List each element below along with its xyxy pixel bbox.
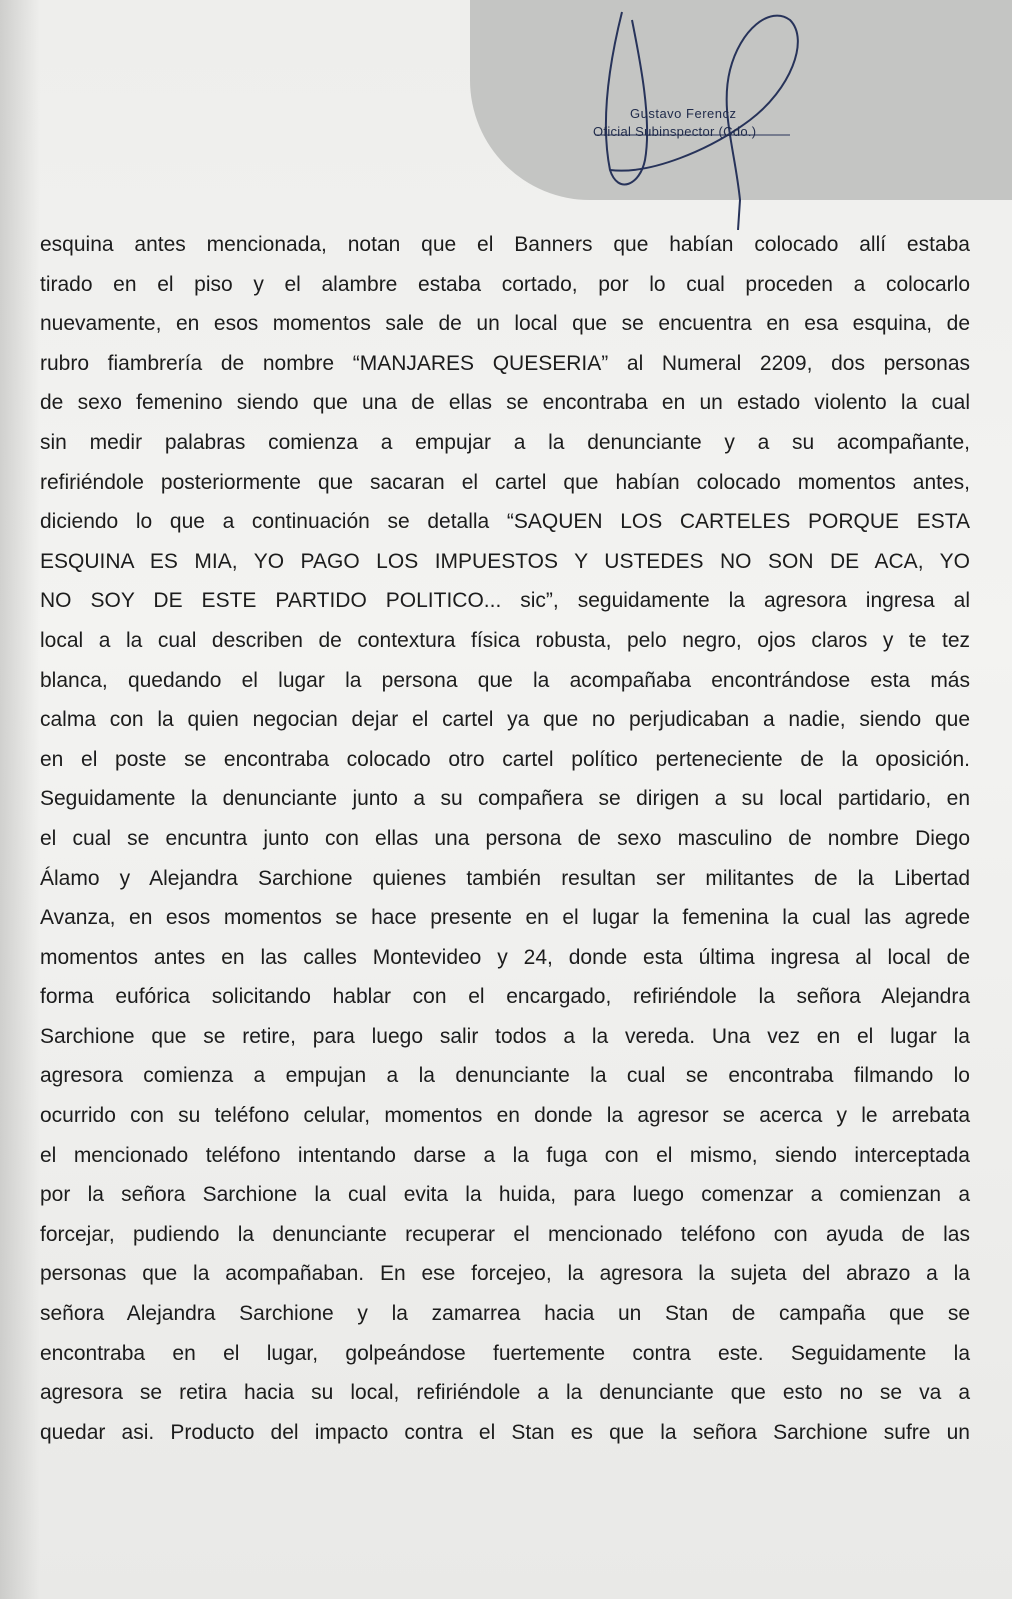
body-line: Seguidamente la denunciante junto a su compañera se dirigen a su local partidario, en [40,787,970,811]
body-line: señora Alejandra Sarchione y la zamarrea hacia un Stan de campaña que se [40,1302,970,1326]
body-line: el mencionado teléfono intentando darse a la fuga con el mismo, siendo interceptada [40,1143,970,1167]
body-line: ocurrido con su teléfono celular, momentos en donde la agresor se acerca y le arrebata [40,1104,970,1128]
body-line: agresora se retira hacia su local, refiriéndole a la denunciante que esto no se va a [40,1381,970,1405]
body-line: forcejar, pudiendo la denunciante recuperar el mencionado teléfono con ayuda de las [40,1222,970,1246]
body-line: ESQUINA ES MIA, YO PAGO LOS IMPUESTOS Y USTEDES NO SON DE ACA, YO [40,549,970,573]
body-line: refiriéndole posteriormente que sacaran el cartel que habían colocado momentos antes, [40,470,970,494]
body-line: de sexo femenino siendo que una de ellas se encontraba en un estado violento la cual [40,391,970,415]
body-line: calma con la quien negocian dejar el cartel ya que no perjudicaban a nadie, siendo que [40,708,970,732]
document-body [40,225,970,1452]
body-line: Avanza, en esos momentos se hace presente en el lugar la femenina la cual las agrede [40,906,970,930]
stamp-name: Gustavo Ferencz [630,106,737,121]
body-line: blanca, quedando el lugar la persona que la acompañaba encontrándose esta más [40,668,970,692]
body-line: local a la cual describen de contextura física robusta, pelo negro, ojos claros y te tez [40,628,970,652]
body-line: quedar asi. Producto del impacto contra el Stan es que la señora Sarchione sufre un [40,1420,970,1444]
body-line: nuevamente, en esos momentos sale de un local que se encuentra en esa esquina, de [40,312,970,336]
body-line: personas que la acompañaban. En ese forcejeo, la agresora la sujeta del abrazo a la [40,1262,970,1286]
body-line: el cual se encuntra junto con ellas una persona de sexo masculino de nombre Diego [40,826,970,850]
body-line: diciendo lo que a continuación se detalla “SAQUEN LOS CARTELES PORQUE ESTA [40,510,970,534]
body-line: forma eufórica solicitando hablar con el encargado, refiriéndole la señora Alejandra [40,985,970,1009]
body-line: por la señora Sarchione la cual evita la huida, para luego comenzar a comienzan a [40,1183,970,1207]
body-line: esquina antes mencionada, notan que el Banners que habían colocado allí estaba [40,233,970,256]
body-line: rubro fiambrería de nombre “MANJARES QUESERIA” al Numeral 2209, dos personas [40,351,970,375]
body-line: agresora comienza a empujan a la denunciante la cual se encontraba filmando lo [40,1064,970,1088]
stamp-role: Oficial Subinspector (Cdo.) [593,124,757,139]
body-line: NO SOY DE ESTE PARTIDO POLITICO... sic”, seguidamente la agresora ingresa al [40,589,970,613]
page-shadow [0,0,40,1599]
body-line: sin medir palabras comienza a empujar a la denunciante y a su acompañante, [40,430,970,454]
body-line: Álamo y Alejandra Sarchione quienes también resultan ser militantes de la Libertad [40,866,970,890]
body-line: Sarchione que se retire, para luego salir todos a la vereda. Una vez en el lugar la [40,1024,970,1048]
body-line: tirado en el piso y el alambre estaba cortado, por lo cual proceden a colocarlo [40,272,970,296]
body-line: en el poste se encontraba colocado otro cartel político perteneciente de la oposición. [40,747,970,771]
body-line: momentos antes en las calles Montevideo y 24, donde esta última ingresa al local de [40,945,970,969]
body-line: encontraba en el lugar, golpeándose fuertemente contra este. Seguidamente la [40,1341,970,1365]
official-stamp [590,0,830,230]
